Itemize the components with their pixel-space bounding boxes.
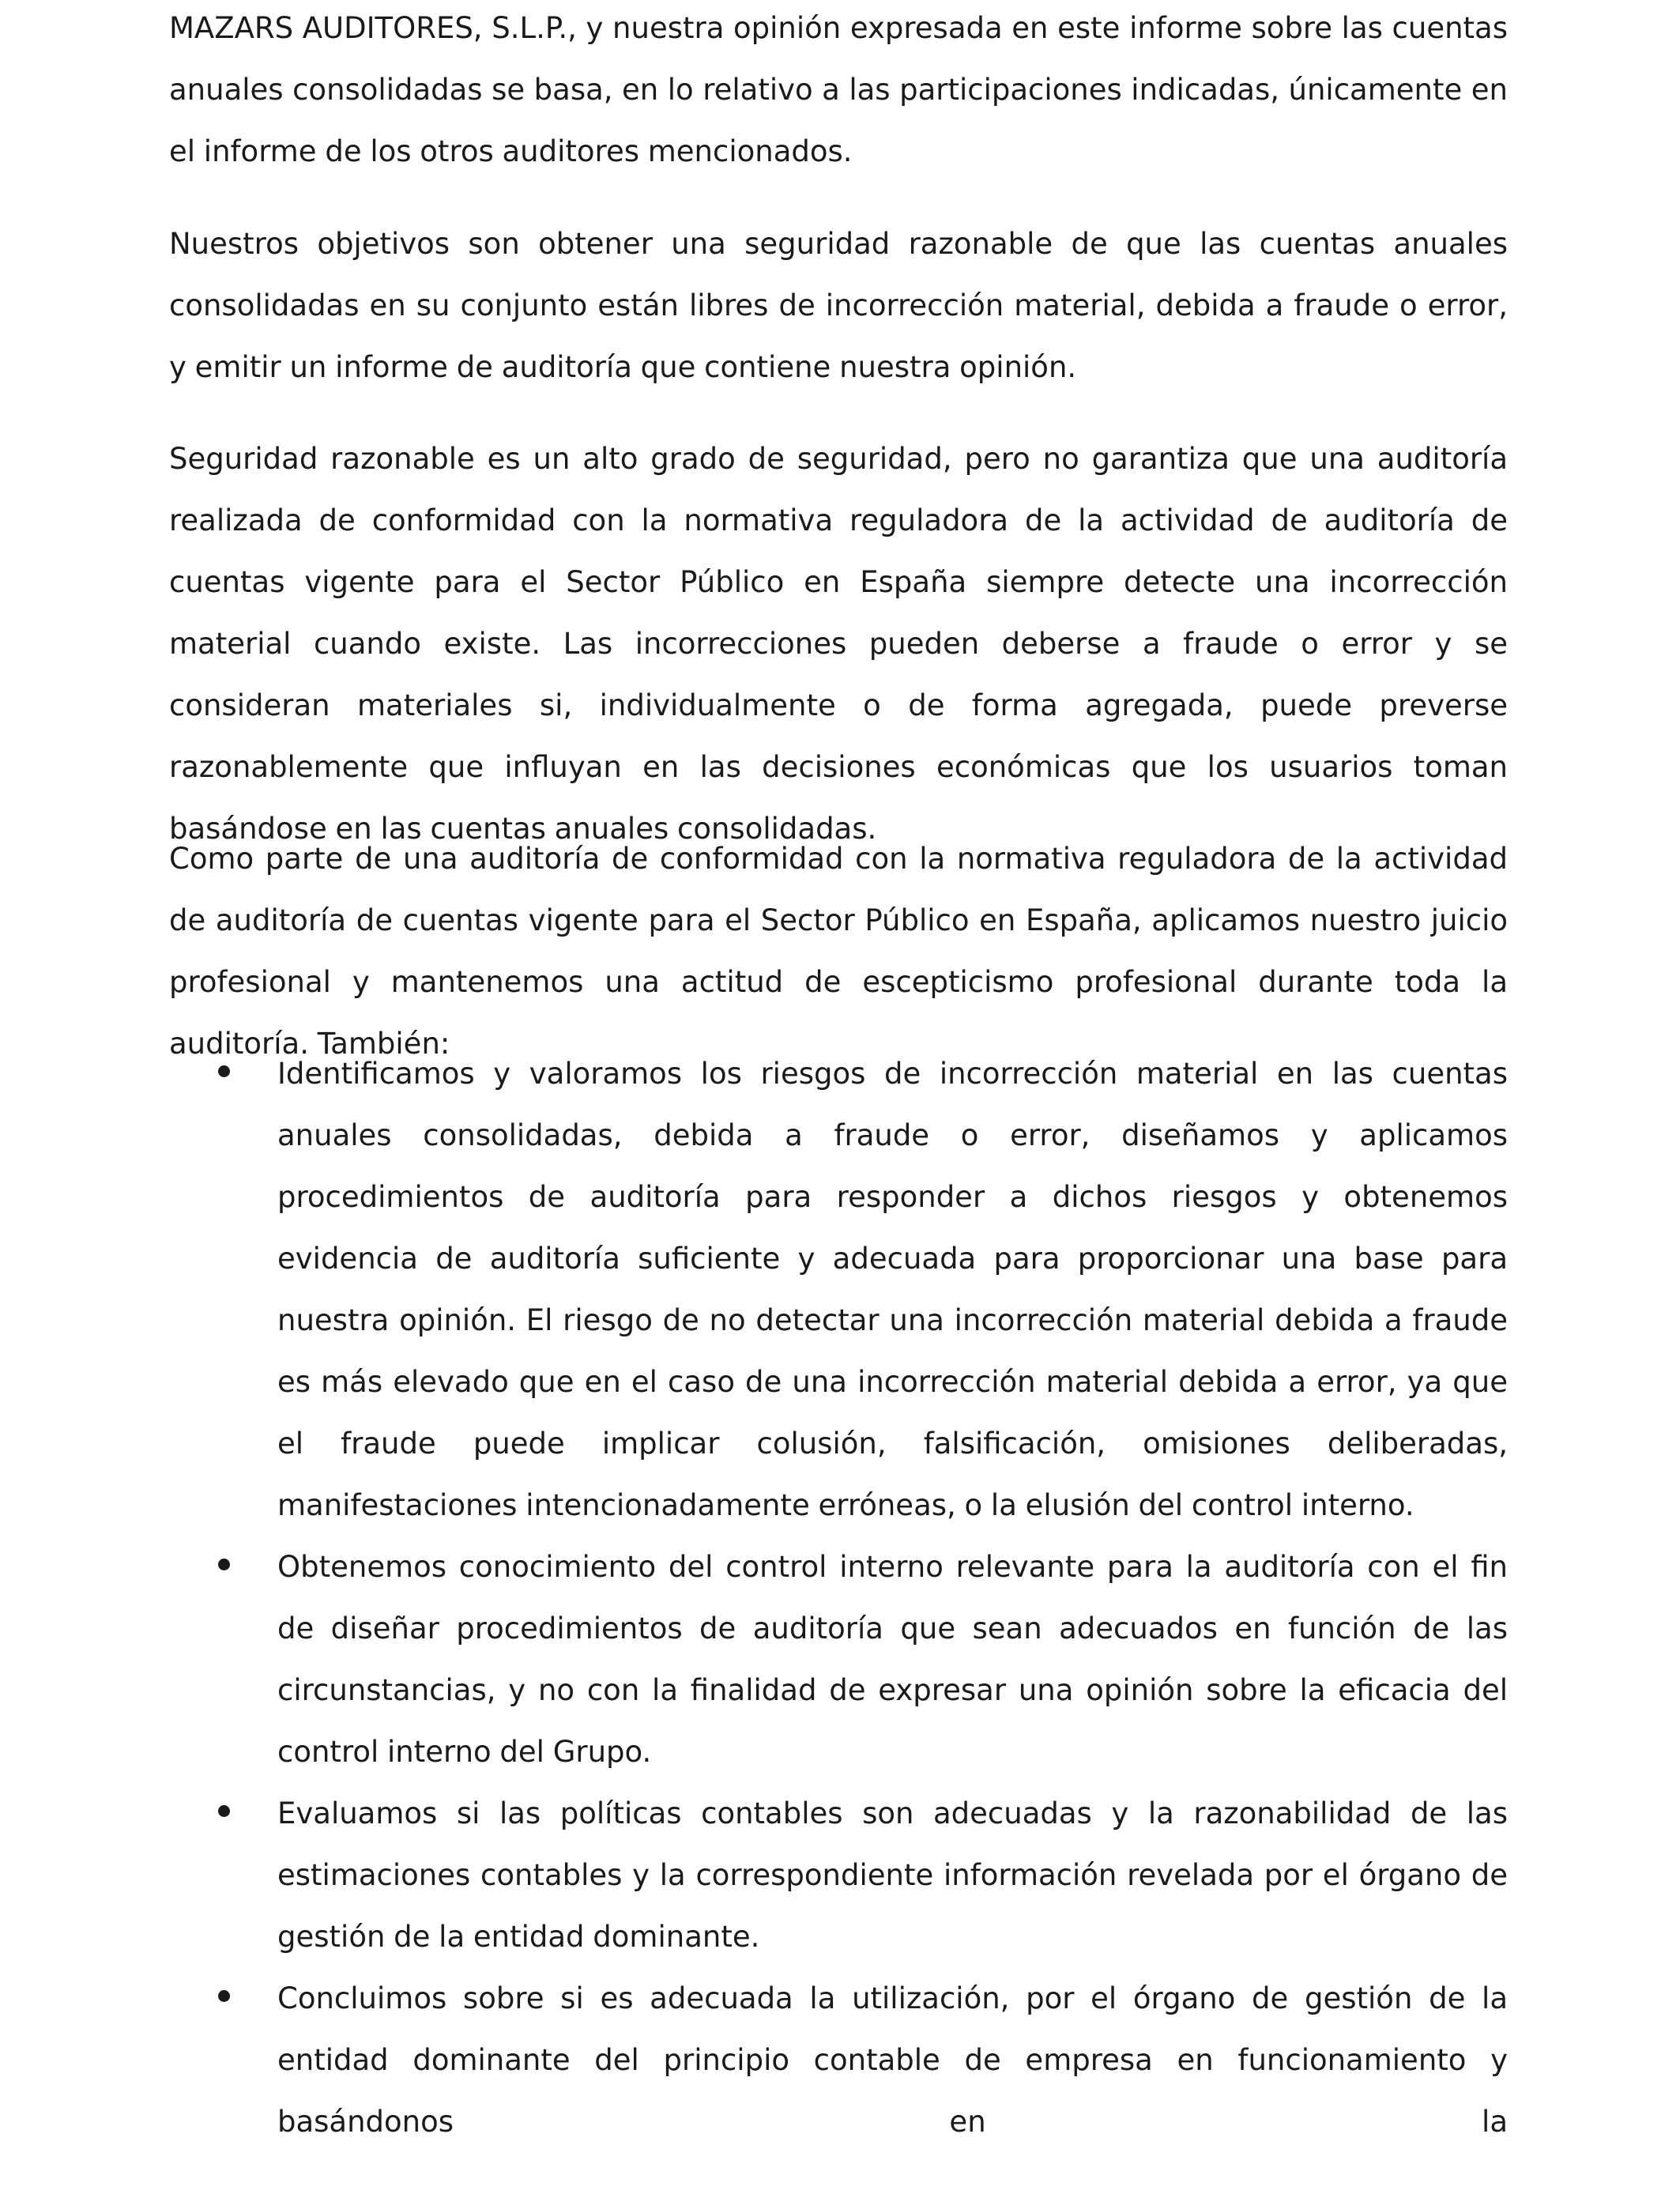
list-item	[0, 1043, 1680, 1536]
list-item	[0, 1968, 1680, 2153]
audit-procedures-list	[0, 1043, 1680, 2153]
list-item-text: Identificamos y valoramos los riesgos de incorrección material en las cuentas anuales consolidadas, debida a fraude o error, diseñamos y aplicamos procedimientos de auditoría para responder a dichos riesgos y obtenemos evidencia de auditoría suficiente y adecuada para proporcionar una base para nuestra opinión. El riesgo de no detectar una incorrección material debida a fraude es más elevado que en el caso de una incorrección material debida a error, ya que el fraude puede implicar colusión, falsificación, omisiones deliberadas, manifestaciones intencionadamente erróneas, o la elusión del control interno.	[277, 1057, 1508, 1522]
bullet-dot-icon	[218, 1990, 230, 2002]
bullet-dot-icon	[218, 1559, 230, 1570]
list-item-text: Obtenemos conocimiento del control interno relevante para la auditoría con el fin de diseñar procedimientos de auditoría que sean adecuados en función de las circunstancias, y no con la finalidad de expresar una opinión sobre la eficacia del control interno del Grupo.	[277, 1550, 1508, 1769]
list-item-text: Concluimos sobre si es adecuada la utilización, por el órgano de gestión de la entidad dominante del principio contable de empresa en funcionamiento y basándonos en la	[277, 1981, 1508, 2139]
bullet-dot-icon	[218, 1065, 230, 1077]
paragraph-reasonable-assurance: Seguridad razonable es un alto grado de seguridad, pero no garantiza que una auditoría realizada de conformidad con la normativa reguladora de la actividad de auditoría de cuentas vigente para el Sector Público en España siempre detecte una incorrección material cuando existe. Las incorrecciones pueden deberse a fraude o error y se consideran materiales si, individualmente o de forma agregada, puede preverse razonablemente que influyan en las decisiones económicas que los usuarios toman basándose en las cuentas anuales consolidadas.	[169, 442, 1508, 846]
list-item	[0, 1783, 1680, 1968]
paragraph-professional-judgment: Como parte de una auditoría de conformidad con la normativa reguladora de la actividad de auditoría de cuentas vigente para el Sector Público en España, aplicamos nuestro juicio profesional y mantenemos una actitud de escepticismo profesional durante toda la auditoría. También:	[169, 842, 1508, 1061]
paragraph-other-auditors: MAZARS AUDITORES, S.L.P., y nuestra opinión expresada en este informe sobre las cuentas anuales consolidadas se basa, en lo relativo a las participaciones indicadas, únicamente en el informe de los otros auditores mencionados.	[169, 11, 1508, 168]
list-item	[0, 1536, 1680, 1783]
list-item-text: Evaluamos si las políticas contables son adecuadas y la razonabilidad de las estimaciones contables y la correspondiente información revelada por el órgano de gestión de la entidad dominante.	[277, 1796, 1508, 1954]
bullet-dot-icon	[218, 1805, 230, 1817]
paragraph-objectives: Nuestros objetivos son obtener una seguridad razonable de que las cuentas anuales consolidadas en su conjunto están libres de incorrección material, debida a fraude o error, y emitir un informe de auditoría que contiene nuestra opinión.	[169, 227, 1508, 384]
